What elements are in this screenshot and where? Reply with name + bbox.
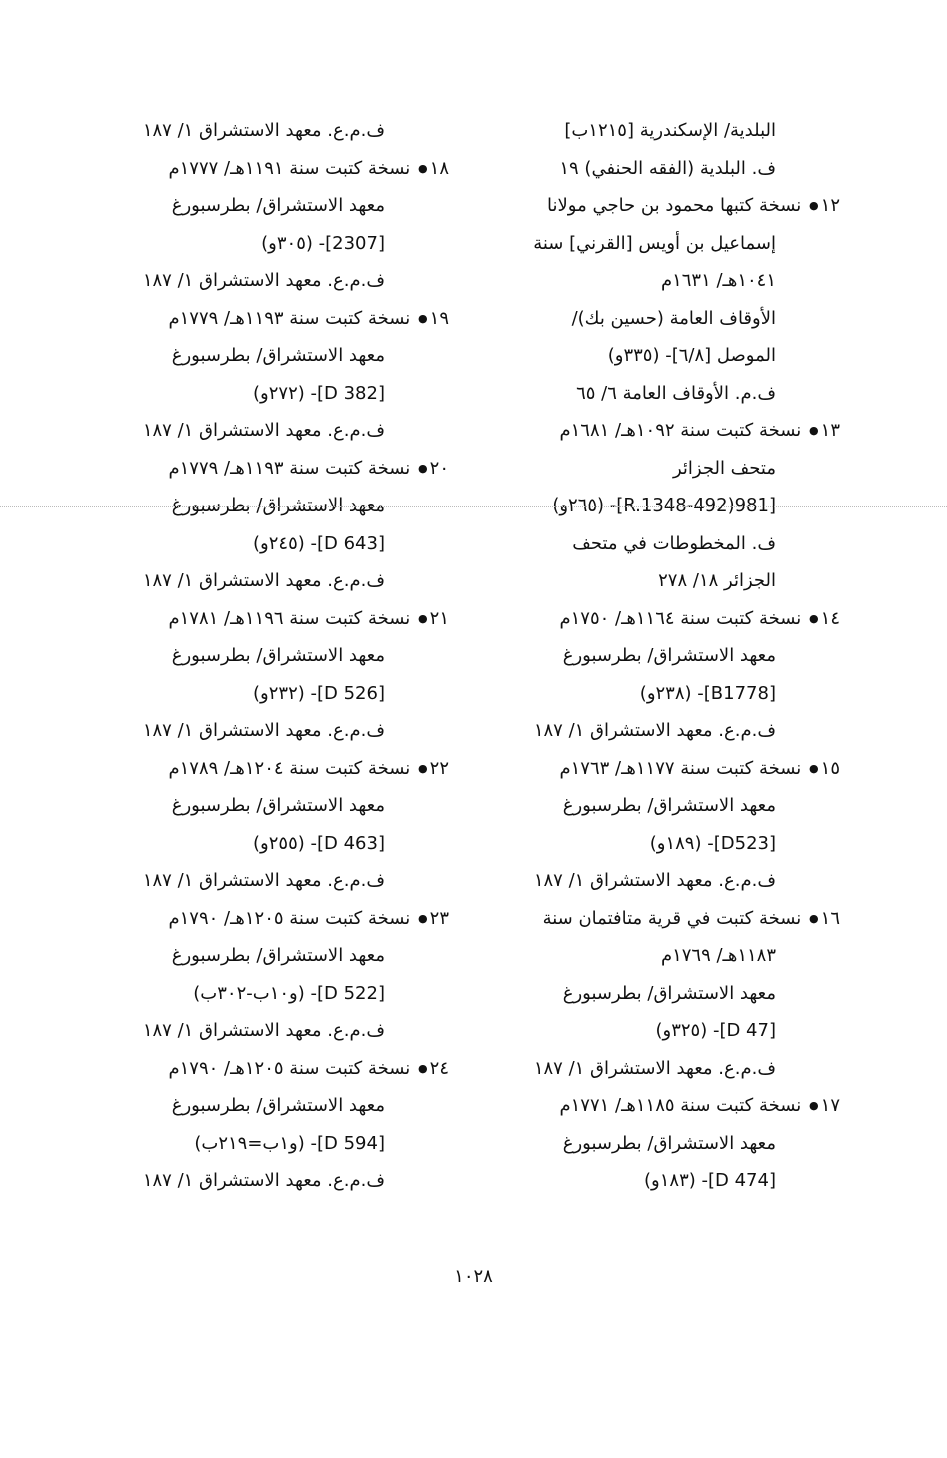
bullet-icon: ● <box>418 1061 428 1075</box>
entry-text: نسخة كتبت سنة ١١٧٧هـ/ ١٧٦٣م <box>559 757 802 779</box>
entry-number: ١٨ <box>429 157 449 179</box>
entry-line <box>104 150 449 188</box>
entry-text: نسخة كتبت سنة ١١٩٣هـ/ ١٧٧٩م <box>168 457 411 479</box>
text-line: [D 463]- (٢٥٥و) <box>253 832 385 854</box>
entry-text: نسخة كتبت سنة ١٢٠٤هـ/ ١٧٨٩م <box>168 757 411 779</box>
entry-text: نسخة كتبها محمود بن حاجي مولانا <box>547 195 802 216</box>
text-line: ف.م.ع. معهد الاستشراق ١/ ١٨٧ <box>142 870 385 891</box>
entry-number: ١٦ <box>820 907 840 929</box>
text-line: ف.م.ع. معهد الاستشراق ١/ ١٨٧ <box>142 1020 385 1041</box>
text-line: متحف الجزائر <box>672 457 776 479</box>
bullet-icon: ● <box>418 611 428 625</box>
entry-line <box>104 900 449 938</box>
bullet-icon: ● <box>418 311 428 325</box>
entry-line <box>104 450 449 488</box>
text-line: [D523]- (١٨٩و) <box>649 832 776 854</box>
text-line: معهد الاستشراق/ بطرسبورغ <box>171 795 385 816</box>
text-line: ف. البلدية (الفقه الحنفي) ١٩ <box>559 157 776 179</box>
text-line: ف.م. الأوقاف العامة ٦/ ٦٥ <box>576 382 776 404</box>
entry-line <box>104 1050 449 1088</box>
text-line: ف.م.ع. معهد الاستشراق ١/ ١٨٧ <box>533 720 776 741</box>
text-line: الأوقاف العامة (حسين بك)/ <box>571 307 776 329</box>
text-line: ١٠٤١هـ/ ١٦٣١م <box>660 270 776 291</box>
entry-number: ١٩ <box>429 307 449 329</box>
text-line: ف.م.ع. معهد الاستشراق ١/ ١٨٧ <box>142 720 385 741</box>
entry-text: نسخة كتبت سنة ١١٩٣هـ/ ١٧٧٩م <box>168 307 411 329</box>
text-line: معهد الاستشراق/ بطرسبورغ <box>171 345 385 366</box>
entry-line <box>104 600 449 638</box>
text-line: معهد الاستشراق/ بطرسبورغ <box>562 982 776 1004</box>
bullet-icon: ● <box>418 761 428 775</box>
bullet-icon: ● <box>418 461 428 475</box>
entry-text: نسخة كتبت سنة ١٢٠٥هـ/ ١٧٩٠م <box>168 907 411 929</box>
entry-line <box>495 187 840 225</box>
bullet-icon: ● <box>809 199 819 213</box>
text-line: [D 594]- (و١ب=٢١٩ب) <box>194 1132 385 1154</box>
text-line: [D 522]- (و١٠ب-٣٠٢ب) <box>193 982 385 1004</box>
bullet-icon: ● <box>418 911 428 925</box>
entry-line <box>104 750 449 788</box>
text-line: الموصل [٦/٨]- (٣٣٥و) <box>607 345 776 366</box>
entry-number: ١٧ <box>820 1095 840 1116</box>
entry-text: نسخة كتبت سنة ١١٦٤هـ/ ١٧٥٠م <box>559 607 802 629</box>
entry-number: ٢٢ <box>429 757 449 779</box>
entry-number: ٢٠ <box>429 457 449 479</box>
text-line: إسماعيل بن أويس [القرني] سنة <box>533 232 776 254</box>
text-line: معهد الاستشراق/ بطرسبورغ <box>171 945 385 966</box>
bullet-icon: ● <box>418 161 428 175</box>
text-line: البلدية/ الإسكندرية [١٢١٥ب] <box>564 120 776 141</box>
page-number: ١٠٢٨ <box>454 1266 493 1287</box>
bullet-icon: ● <box>809 424 819 438</box>
entry-number: ١٤ <box>820 607 840 629</box>
text-line: [D 474]- (١٨٣و) <box>644 1170 776 1191</box>
text-line: [981(492-R.1348]- (٢٦٥و) <box>552 495 776 516</box>
text-line: ف.م.ع. معهد الاستشراق ١/ ١٨٧ <box>142 420 385 441</box>
bullet-icon: ● <box>809 1099 819 1113</box>
text-line: ١١٨٣هـ/ ١٧٦٩م <box>660 945 776 966</box>
text-line: ف.م.ع. معهد الاستشراق ١/ ١٨٧ <box>142 570 385 591</box>
text-line: معهد الاستشراق/ بطرسبورغ <box>171 195 385 216</box>
entry-text: نسخة كتبت سنة ١٠٩٢هـ/ ١٦٨١م <box>559 420 802 441</box>
entry-number: ١٢ <box>820 195 840 216</box>
entry-text: نسخة كتبت سنة ١٢٠٥هـ/ ١٧٩٠م <box>168 1057 411 1079</box>
bullet-icon: ● <box>809 911 819 925</box>
entry-line <box>495 900 840 938</box>
text-line: ف.م.ع. معهد الاستشراق ١/ ١٨٧ <box>142 120 385 141</box>
entry-line <box>495 412 840 450</box>
text-line: [2307]- (٣٠٥و) <box>261 232 385 254</box>
text-line: ف.م.ع. معهد الاستشراق ١/ ١٨٧ <box>142 270 385 291</box>
entry-text: نسخة كتبت في قرية متافتمان سنة <box>542 907 802 929</box>
left-column <box>104 112 449 1200</box>
entry-number: ١٥ <box>820 757 840 779</box>
entry-text: نسخة كتبت سنة ١١٨٥هـ/ ١٧٧١م <box>559 1095 802 1116</box>
text-line: معهد الاستشراق/ بطرسبورغ <box>171 1095 385 1116</box>
text-line: معهد الاستشراق/ بطرسبورغ <box>171 645 385 666</box>
text-line: [D 47]- (٣٢٥و) <box>655 1020 776 1041</box>
text-line: ف.م.ع. معهد الاستشراق ١/ ١٨٧ <box>142 1170 385 1191</box>
text-line: معهد الاستشراق/ بطرسبورغ <box>171 495 385 516</box>
entry-text: نسخة كتبت سنة ١١٩١هـ/ ١٧٧٧م <box>168 157 411 179</box>
text-line: معهد الاستشراق/ بطرسبورغ <box>562 645 776 666</box>
text-line: [B1778]- (٢٣٨و) <box>639 682 776 704</box>
entry-number: ١٣ <box>820 420 840 441</box>
text-line: [D 382]- (٢٧٢و) <box>253 382 385 404</box>
text-line: [D 643]- (٢٤٥و) <box>253 532 385 554</box>
right-column <box>495 112 840 1200</box>
entry-line <box>104 300 449 338</box>
text-line: [D 526]- (٢٣٢و) <box>253 682 385 704</box>
entry-text: نسخة كتبت سنة ١١٩٦هـ/ ١٧٨١م <box>168 607 411 629</box>
text-line: ف.م.ع. معهد الاستشراق ١/ ١٨٧ <box>533 1057 776 1079</box>
text-line: معهد الاستشراق/ بطرسبورغ <box>562 795 776 816</box>
text-line: الجزائر ١٨/ ٢٧٨ <box>658 570 776 591</box>
entry-line <box>495 1087 840 1125</box>
text-line: ف. المخطوطات في متحف <box>572 532 776 554</box>
entry-number: ٢١ <box>429 607 449 629</box>
entry-line <box>495 600 840 638</box>
entry-number: ٢٤ <box>429 1057 449 1079</box>
entry-number: ٢٣ <box>429 907 449 929</box>
entry-line <box>495 750 840 788</box>
text-line: معهد الاستشراق/ بطرسبورغ <box>562 1132 776 1154</box>
text-line: ف.م.ع. معهد الاستشراق ١/ ١٨٧ <box>533 870 776 891</box>
bullet-icon: ● <box>809 761 819 775</box>
scan-artifact-line <box>0 506 947 507</box>
bullet-icon: ● <box>809 611 819 625</box>
